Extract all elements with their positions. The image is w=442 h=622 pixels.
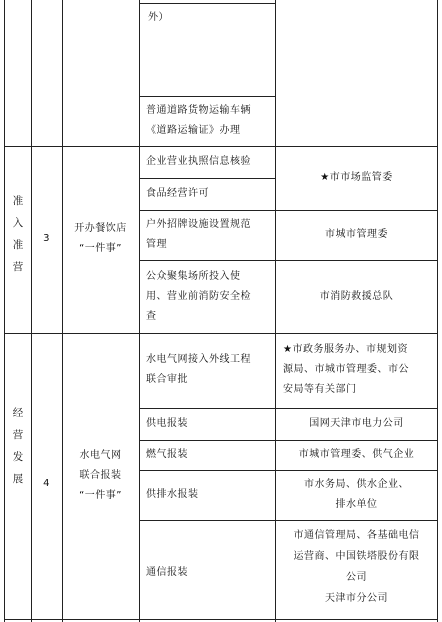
col-divider-3 <box>139 0 140 622</box>
row-number-4: 4 <box>43 478 50 489</box>
item-text-line: 查 <box>146 311 157 322</box>
item-text-line: 管理 <box>146 239 167 250</box>
service-name-restaurant <box>62 219 139 259</box>
row-line-3a <box>139 178 276 179</box>
item-cell-partial <box>148 8 169 28</box>
dept-fire-rescue: 市消防救援总队 <box>319 291 394 302</box>
dept-telecom <box>276 525 437 609</box>
item-license-verify: 企业营业执照信息核验 <box>146 156 251 167</box>
col-divider-1 <box>31 0 32 622</box>
dept-text-line: 排水单位 <box>335 499 378 510</box>
item-text-line: 水电气网接入外线工程 <box>146 354 251 365</box>
dept-text-line: 运营商、中国铁塔股份有限 <box>293 551 420 562</box>
item-text-line: 用、营业前消防安全检 <box>146 291 251 302</box>
dept-text-line: 源局、市城市管理委、市公 <box>283 364 409 375</box>
row-line-3b <box>139 210 438 211</box>
category-cell-operations: 经营发展 <box>12 407 24 485</box>
service-name-line: “一件事” <box>79 243 122 254</box>
service-name-line: 开办餐饮店 <box>74 223 127 234</box>
category-cell-access: 准入准营 <box>12 195 24 273</box>
item-water: 供排水报装 <box>146 489 199 500</box>
item-text-line: 公众聚集场所投入使 <box>146 271 241 282</box>
row-line-4d <box>139 520 438 521</box>
dept-text-line: ★市政务服务办、市规划资 <box>283 344 408 355</box>
row-line-section-3 <box>4 146 438 147</box>
item-text-line: 普通道路货物运输车辆 <box>146 105 251 116</box>
item-telecom: 通信报装 <box>146 567 188 578</box>
table-border-left <box>4 0 5 622</box>
dept-text-line: 市水务局、供水企业、 <box>304 479 409 490</box>
dept-text-line: 安局等有关部门 <box>283 384 357 395</box>
item-gas: 燃气报装 <box>146 449 188 460</box>
row-line-bottom <box>4 619 438 620</box>
item-joint-approval <box>146 350 251 390</box>
row-line-item-2 <box>139 96 276 97</box>
service-name-line: 水电气网 <box>79 450 122 461</box>
item-outdoor-signage <box>146 215 251 255</box>
table-border-right <box>437 0 438 622</box>
row-line-4b <box>139 440 438 441</box>
dept-water <box>276 475 437 515</box>
dept-gas: 市城市管理委、供气企业 <box>298 449 415 460</box>
row-number-3: 3 <box>43 233 50 244</box>
row-line-3c <box>139 260 438 261</box>
row-line-top <box>139 3 276 4</box>
row-line-section-4 <box>4 333 438 334</box>
dept-text-line: 公司 <box>346 572 367 583</box>
item-text-line: 户外招牌设施设置规范 <box>146 219 251 230</box>
col-divider-2 <box>62 0 63 622</box>
service-name-utilities <box>62 446 139 506</box>
item-cell-road-transport <box>146 101 251 141</box>
row-line-4c <box>139 470 438 471</box>
dept-text-line: 市通信管理局、各基础电信 <box>293 530 420 541</box>
item-food-license: 食品经营许可 <box>146 188 209 199</box>
item-text: 外） <box>148 12 169 23</box>
dept-joint-approval <box>283 340 409 400</box>
row-line-4a <box>139 408 438 409</box>
dept-text-line: 天津市分公司 <box>325 593 388 604</box>
dept-market-regulation: ★市市场监管委 <box>320 172 393 183</box>
item-text-line: 《道路运输证》办理 <box>146 125 241 136</box>
service-name-line: 联合报装 <box>79 470 122 481</box>
item-fire-safety <box>146 267 251 327</box>
service-name-line: “一件事” <box>79 490 122 501</box>
dept-power-company: 国网天津市电力公司 <box>309 418 404 429</box>
item-power: 供电报装 <box>146 418 188 429</box>
item-text-line: 联合审批 <box>146 374 188 385</box>
dept-urban-management: 市城市管理委 <box>325 229 388 240</box>
